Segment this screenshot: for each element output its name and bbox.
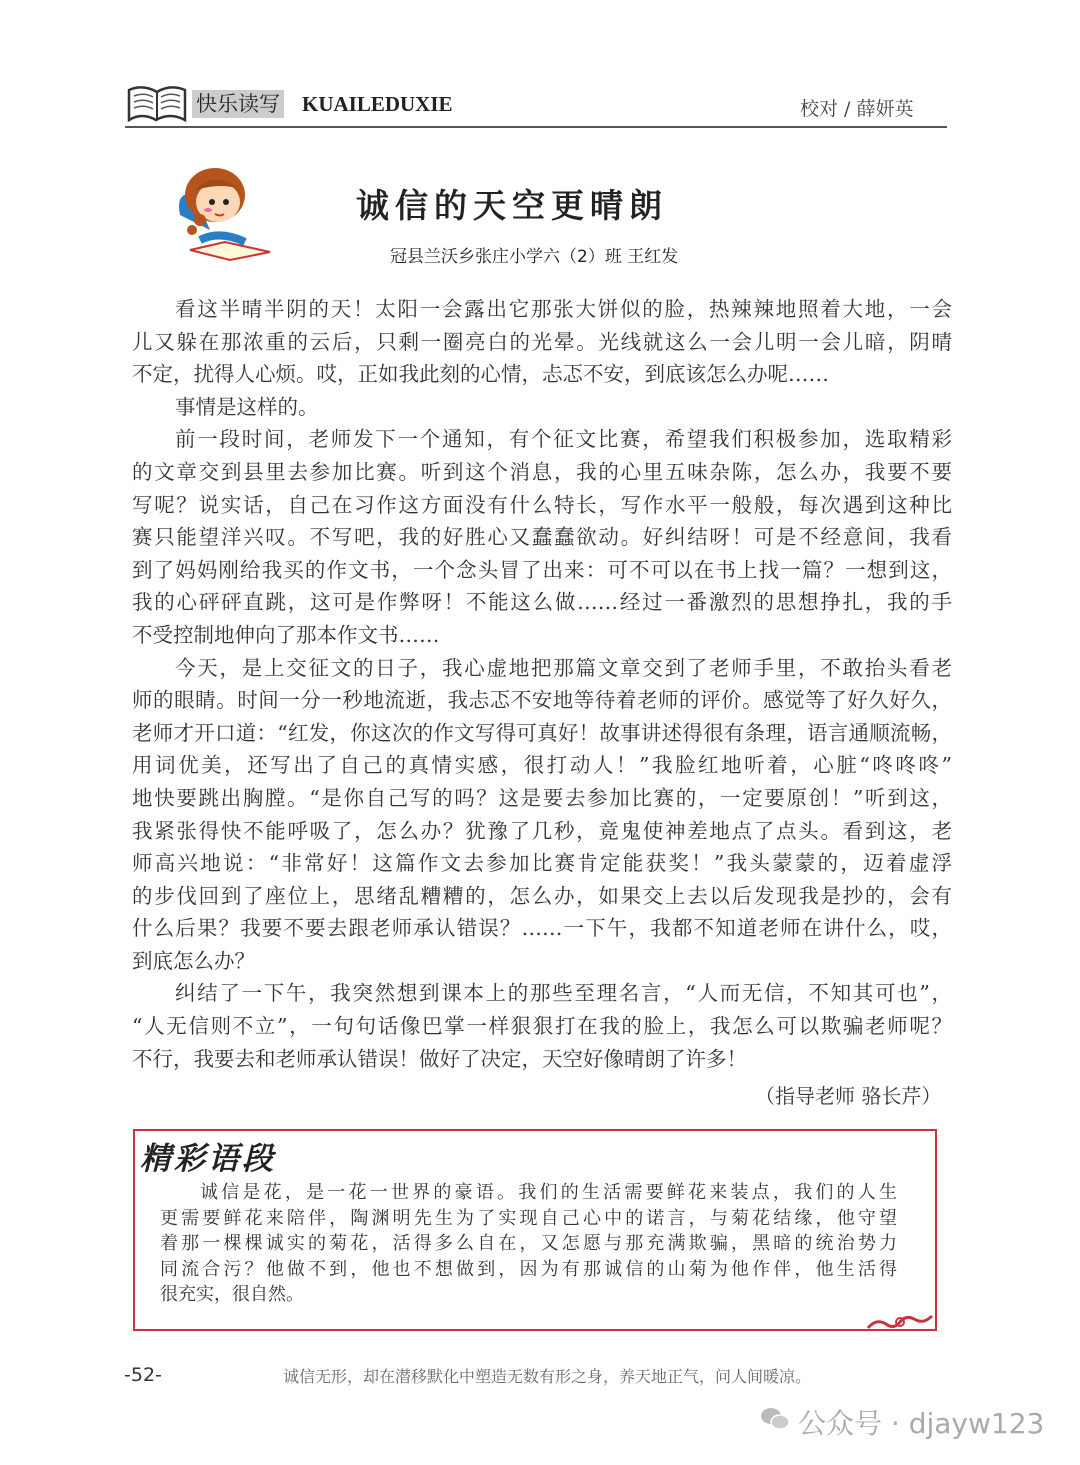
reading-girl-illustration: [170, 160, 280, 269]
article-line: 师高兴地说：“非常好！这篇作文去参加比赛肯定能获奖！”我头蒙蒙的，迈着虚浮: [132, 851, 952, 876]
article-line: 前一段时间，老师发下一个通知，有个征文比赛，希望我们积极参加，选取精彩: [175, 427, 952, 452]
article-line: 用词优美，还写出了自己的真情实感，很打动人！”我脸红地听着，心脏“咚咚咚”: [132, 753, 952, 778]
watermark: [760, 1402, 1044, 1442]
highlight-line: 着那一棵棵诚实的菊花，活得多么自在，又怎愿与那充满欺骗，黑暗的统治势力: [160, 1233, 897, 1254]
proofreader: 校对 / 薛妍英: [800, 98, 914, 120]
article-title: 诚信的天空更晴朗: [356, 186, 668, 225]
page-number: -52-: [124, 1364, 162, 1386]
article-line: 地快要跳出胸膛。“是你自己写的吗？这是要去参加比赛的，一定要原创！”听到这，: [132, 785, 952, 810]
article-line: 的步伐回到了座位上，思绪乱糟糟的，怎么办，如果交上去以后发现我是抄的，会有: [132, 883, 952, 908]
watermark-text: 公众号 · djayw123: [798, 1407, 1045, 1440]
highlight-line: 诚信是花，是一花一世界的豪语。我们的生活需要鲜花来装点，我们的人生: [200, 1182, 897, 1203]
article-line: 我的心砰砰直跳，这可是作弊呀！不能这么做……经过一番激烈的思想挣扎，我的手: [132, 590, 952, 615]
highlight-box-body: [160, 1180, 897, 1308]
cloud-swirl-ornament: [866, 1310, 936, 1336]
book-icon: [126, 84, 188, 128]
article-line: 我紧张得快不能呼吸了，怎么办？犹豫了几秒，竟鬼使神差地点了点头。看到这，老: [132, 818, 952, 843]
article-byline: 冠县兰沃乡张庄小学六（2）班 王红发: [390, 247, 679, 267]
article-line: 看这半晴半阴的天！太阳一会露出它那张大饼似的脸，热辣辣地照着大地，一会: [175, 297, 952, 321]
article-line: 不定，扰得人心烦。哎，正如我此刻的心情，忐忑不安，到底该怎么办呢……: [132, 362, 829, 387]
article-line: 儿又躲在那浓重的云后，只剩一圈亮白的光晕。光线就这么一会儿明一会儿暗，阴晴: [132, 329, 952, 354]
article-line: 的文章交到县里去参加比赛。听到这个消息，我的心里五味杂陈，怎么办，我要不要: [132, 459, 952, 484]
article-line: “人无信则不立”，一句句话像巴掌一样狠狠打在我的脸上，我怎么可以欺骗老师呢？: [132, 1014, 952, 1039]
advisor-signature: （指导老师 骆长芹）: [755, 1084, 942, 1108]
article-line: 赛只能望洋兴叹。不写吧，我的好胜心又蠢蠢欲动。好纠结呀！可是不经意间，我看: [132, 525, 952, 550]
article-line: 事情是这样的。: [175, 394, 319, 419]
highlight-box-title: 精彩语段: [140, 1141, 276, 1177]
article-line: 师的眼睛。时间一分一秒地流逝，我忐忑不安地等待着老师的评价。感觉等了好久好久，: [132, 688, 952, 713]
highlight-line: 更需要鲜花来陪伴，陶渊明先生为了实现自己心中的诺言，与菊花结缘，他守望: [160, 1207, 897, 1229]
article-line: 到了妈妈刚给我买的作文书，一个念头冒了出来：可不可以在书上找一篇？一想到这，: [132, 557, 952, 582]
article-line: 写呢？说实话，自己在习作这方面没有什么特长，写作水平一般般，每次遇到这种比: [132, 492, 952, 517]
article-line: 到底怎么办？: [132, 948, 255, 973]
wechat-icon: [760, 1406, 790, 1439]
article-line: 纠结了一下午，我突然想到课本上的那些至理名言，“人而无信，不知其可也”，: [175, 981, 952, 1006]
article-line: 老师才开口道：“红发，你这次的作文写得可真好！故事讲述得很有条理，语言通顺流畅，: [132, 720, 952, 745]
column-name-pinyin: KUAILEDUXIE: [302, 92, 453, 116]
article-line: 不受控制地伸向了那本作文书……: [132, 622, 440, 647]
footer-motto: 诚信无形，却在潜移默化中塑造无数有形之身，养天地正气，问人间暖凉。: [283, 1367, 812, 1386]
highlight-line: 同流合污？他做不到，他也不想做到，因为有那诚信的山菊为他作伴，他生活得: [160, 1258, 897, 1280]
article-line: 什么后果？我要不要去跟老师承认错误？……一下午，我都不知道老师在讲什么，哎，: [132, 916, 952, 941]
header-rule: [125, 126, 947, 128]
article-line: 不行，我要去和老师承认错误！做好了决定，天空好像晴朗了许多！: [132, 1046, 747, 1071]
article-line: 今天，是上交征文的日子，我心虚地把那篇文章交到了老师手里，不敢抬头看老: [175, 655, 952, 680]
highlight-line: 很充实，很自然。: [160, 1284, 304, 1305]
column-name: 快乐读写: [192, 90, 284, 118]
article-body: [132, 293, 952, 1075]
